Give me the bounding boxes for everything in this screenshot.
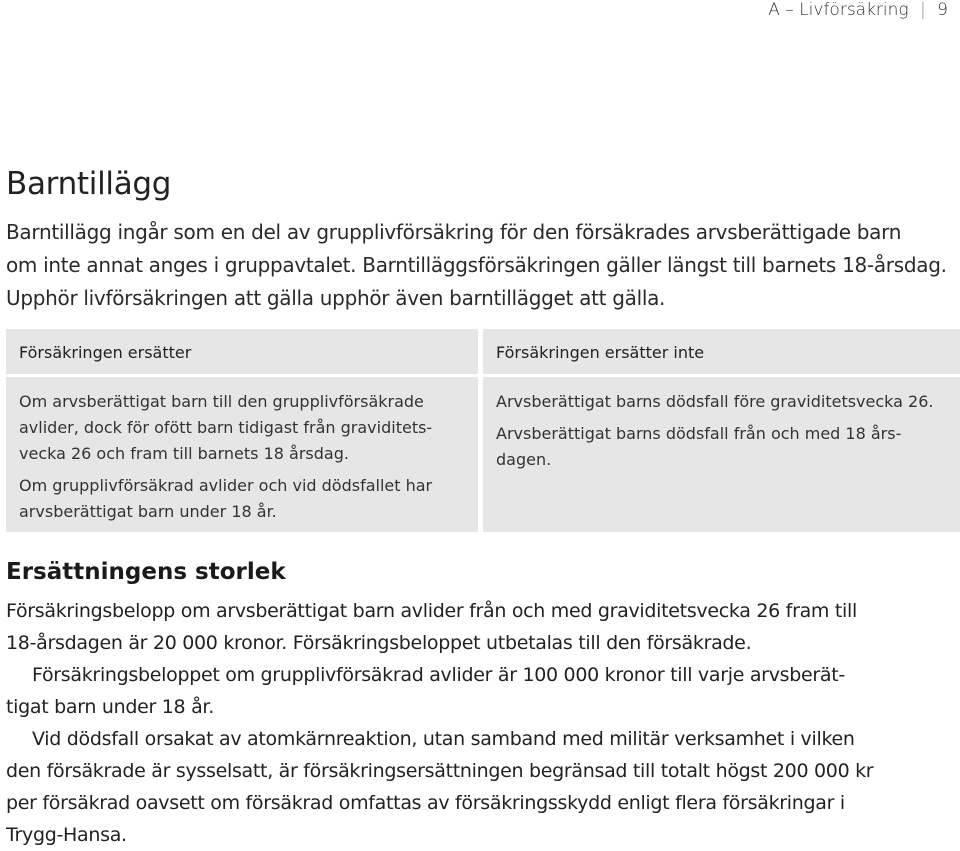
covered-body	[6, 377, 478, 525]
page-title: Barntillägg	[6, 166, 172, 202]
covered-line: avlider, dock för ofött barn tidigast från graviditets-	[19, 418, 433, 437]
covered-box	[6, 329, 478, 532]
intro-line: om inte annat anges i gruppavtalet. Barntilläggsförsäkringen gäller längst till barnets 18-årsdag.	[6, 253, 947, 277]
not-covered-body	[483, 377, 960, 473]
compensation-line: den försäkrade är sysselsatt, är försäkringsersättningen begränsad till totalt högst 200 000 kr	[6, 760, 874, 782]
compensation-line: Försäkringsbeloppet om grupplivförsäkrad avlider är 100 000 kronor till varje arvsberät-	[32, 664, 845, 686]
covered-paragraph	[19, 473, 466, 525]
header-separator: |	[920, 0, 926, 20]
compensation-line: 18-årsdagen är 20 000 kronor. Försäkringsbeloppet utbetalas till den försäkrade.	[6, 632, 752, 654]
compensation-paragraph	[6, 595, 951, 659]
compensation-line: tigat barn under 18 år.	[6, 696, 214, 718]
not-covered-line: Arvsberättigat barns dödsfall från och med 18 års-	[496, 424, 902, 443]
compensation-paragraph	[6, 723, 951, 851]
covered-line: Om grupplivförsäkrad avlider och vid dödsfallet har	[19, 476, 433, 495]
header-dash: –	[785, 0, 794, 20]
compensation-paragraph	[6, 659, 951, 723]
compensation-line: Försäkringsbelopp om arvsberättigat barn avlider från och med graviditetsvecka 26 fram till	[6, 600, 857, 622]
not-covered-heading: Försäkringen ersätter inte	[483, 329, 960, 377]
not-covered-paragraph	[496, 421, 948, 473]
page-number: 9	[937, 0, 948, 20]
compensation-line: Trygg-Hansa.	[6, 824, 127, 846]
covered-paragraph	[19, 389, 466, 467]
compensation-heading: Ersättningens storlek	[6, 559, 286, 585]
page-header	[768, 0, 948, 24]
not-covered-paragraph	[496, 389, 948, 415]
not-covered-box	[483, 329, 960, 532]
covered-heading: Försäkringen ersätter	[6, 329, 478, 377]
not-covered-line: Arvsberättigat barns dödsfall före graviditetsvecka 26.	[496, 392, 934, 411]
covered-line: Om arvsberättigat barn till den grupplivförsäkrade	[19, 392, 424, 411]
compensation-line: per försäkrad oavsett om försäkrad omfattas av försäkringsskydd enligt flera försäkringar i	[6, 792, 845, 814]
compensation-line: Vid dödsfall orsakat av atomkärnreaktion, utan samband med militär verksamhet i vilken	[32, 728, 855, 750]
intro-line: Upphör livförsäkringen att gälla upphör även barntillägget att gälla.	[6, 286, 666, 310]
compensation-text	[6, 595, 951, 851]
not-covered-line: dagen.	[496, 450, 552, 469]
covered-line: vecka 26 och fram till barnets 18 årsdag.	[19, 444, 349, 463]
covered-line: arvsberättigat barn under 18 år.	[19, 502, 277, 521]
intro-paragraph	[6, 216, 956, 315]
section-letter: A	[768, 0, 780, 20]
section-title: Livförsäkring	[799, 0, 909, 20]
intro-line: Barntillägg ingår som en del av grupplivförsäkring för den försäkrades arvsberättigade barn	[6, 220, 902, 244]
